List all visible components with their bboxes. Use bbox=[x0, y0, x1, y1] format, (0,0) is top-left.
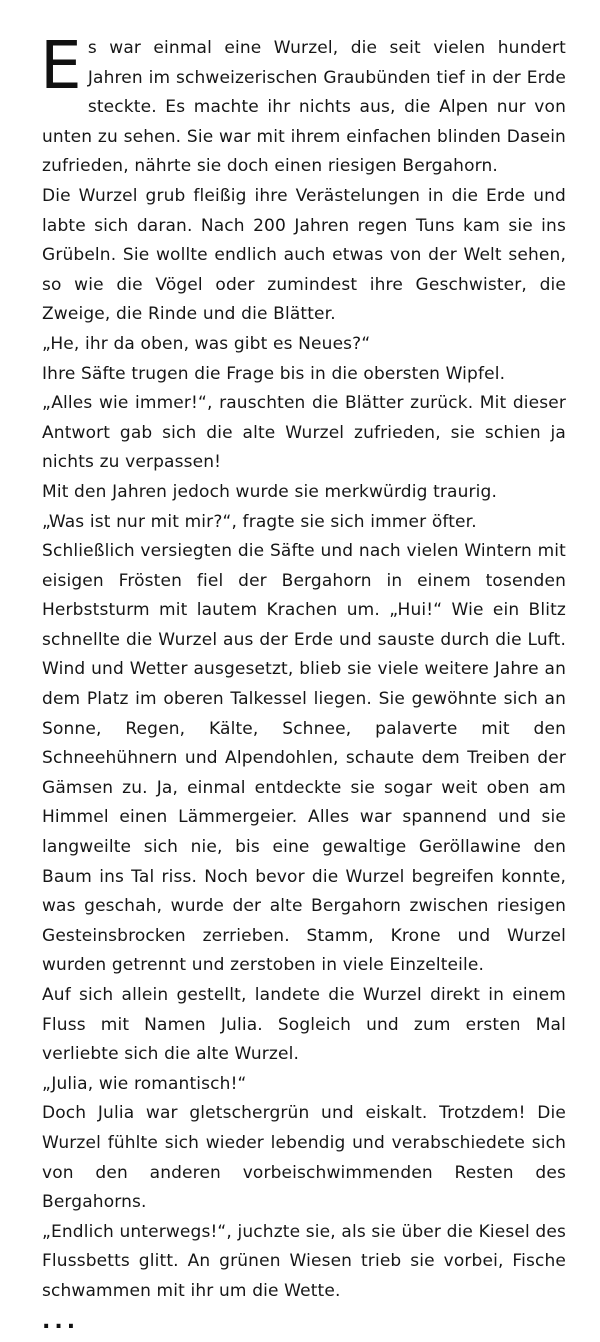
story-page bbox=[40, 27, 566, 1334]
story-paragraph-9: Auf sich allein gestellt, landete die Wurzel direkt in einem Fluss mit Namen Julia. Sogleich und zum ersten Mal verliebte sich die alte Wurzel. bbox=[42, 985, 566, 1065]
story-paragraph-7: „Was ist nur mit mir?“, fragte sie sich immer öfter. bbox=[42, 511, 477, 532]
story-paragraph-6: Mit den Jahren jedoch wurde sie merkwürdig traurig. bbox=[42, 481, 498, 502]
story-paragraph-5: „Alles wie immer!“, rauschten die Blätter zurück. Mit dieser Antwort gab sich die alte Wurzel zufrieden, sie schien ja nichts zu verpassen! bbox=[42, 393, 566, 473]
paragraph-text: s war einmal eine Wurzel, die seit vielen hundert Jahren im schweizerischen Graubünden tief in der Erde steckte. Es machte ihr nichts aus, die Alpen nur von unten zu sehen. Sie war mit ihrem einfachen blinden Dasein zufrieden, nährte sie doch einen riesigen Bergahorn. bbox=[42, 38, 566, 177]
drop-cap: E bbox=[40, 27, 82, 104]
continuation-ellipsis: ... bbox=[42, 1308, 80, 1334]
story-paragraph-10: „Julia, wie romantisch!“ bbox=[42, 1073, 247, 1094]
story-paragraph-1 bbox=[40, 27, 566, 182]
story-paragraph-8: Schließlich versiegten die Säfte und nach vielen Wintern mit eisigen Frösten fiel der Bergahorn in einem tosenden Herbststurm mit lautem Krachen um. „Hui!“ Wie ein Blitz schnellte die Wurzel aus der Erde und sauste durch die Luft. Wind und Wetter ausgesetzt, blieb sie viele weitere Jahre an dem Platz im oberen Talkessel liegen. Sie gewöhnte sich an Sonne, Regen, Kälte, Schnee, palaverte mit den Schneehühnern und Alpendohlen, schaute dem Treiben der Gämsen zu. Ja, einmal entdeckte sie sogar weit oben am Himmel einen Lämmergeier. Alles war spannend und sie langweilte sich nie, bis eine gewaltige Geröllawine den Baum ins Tal riss. Noch bevor die Wurzel begreifen konnte, was geschah, wurde der alte Bergahorn zwischen riesigen Gesteinsbrocken zerrieben. Stamm, Krone und Wurzel wurden getrennt und zerstoben in viele Einzelteile. bbox=[42, 541, 566, 976]
story-paragraph-3: „He, ihr da oben, was gibt es Neues?“ bbox=[42, 333, 371, 354]
story-paragraph-11: Doch Julia war gletschergrün und eiskalt. Trotzdem! Die Wurzel fühlte sich wieder lebendig und verabschiedete sich von den anderen vorbeischwimmenden Resten des Bergahorns. bbox=[42, 1103, 566, 1213]
story-paragraph-2: Die Wurzel grub fleißig ihre Verästelungen in die Erde und labte sich daran. Nach 200 Jahren regen Tuns kam sie ins Grübeln. Sie wollte endlich auch etwas von der Welt sehen, so wie die Vögel oder zumindest ihre Geschwister, die Zweige, die Rinde und die Blätter. bbox=[42, 185, 566, 325]
story-paragraph-12: „Endlich unterwegs!“, juchzte sie, als sie über die Kiesel des Flussbetts glitt. An grünen Wiesen trieb sie vorbei, Fische schwammen mit ihr um die Wette. bbox=[42, 1221, 566, 1301]
story-paragraph-4: Ihre Säfte trugen die Frage bis in die obersten Wipfel. bbox=[42, 363, 506, 384]
